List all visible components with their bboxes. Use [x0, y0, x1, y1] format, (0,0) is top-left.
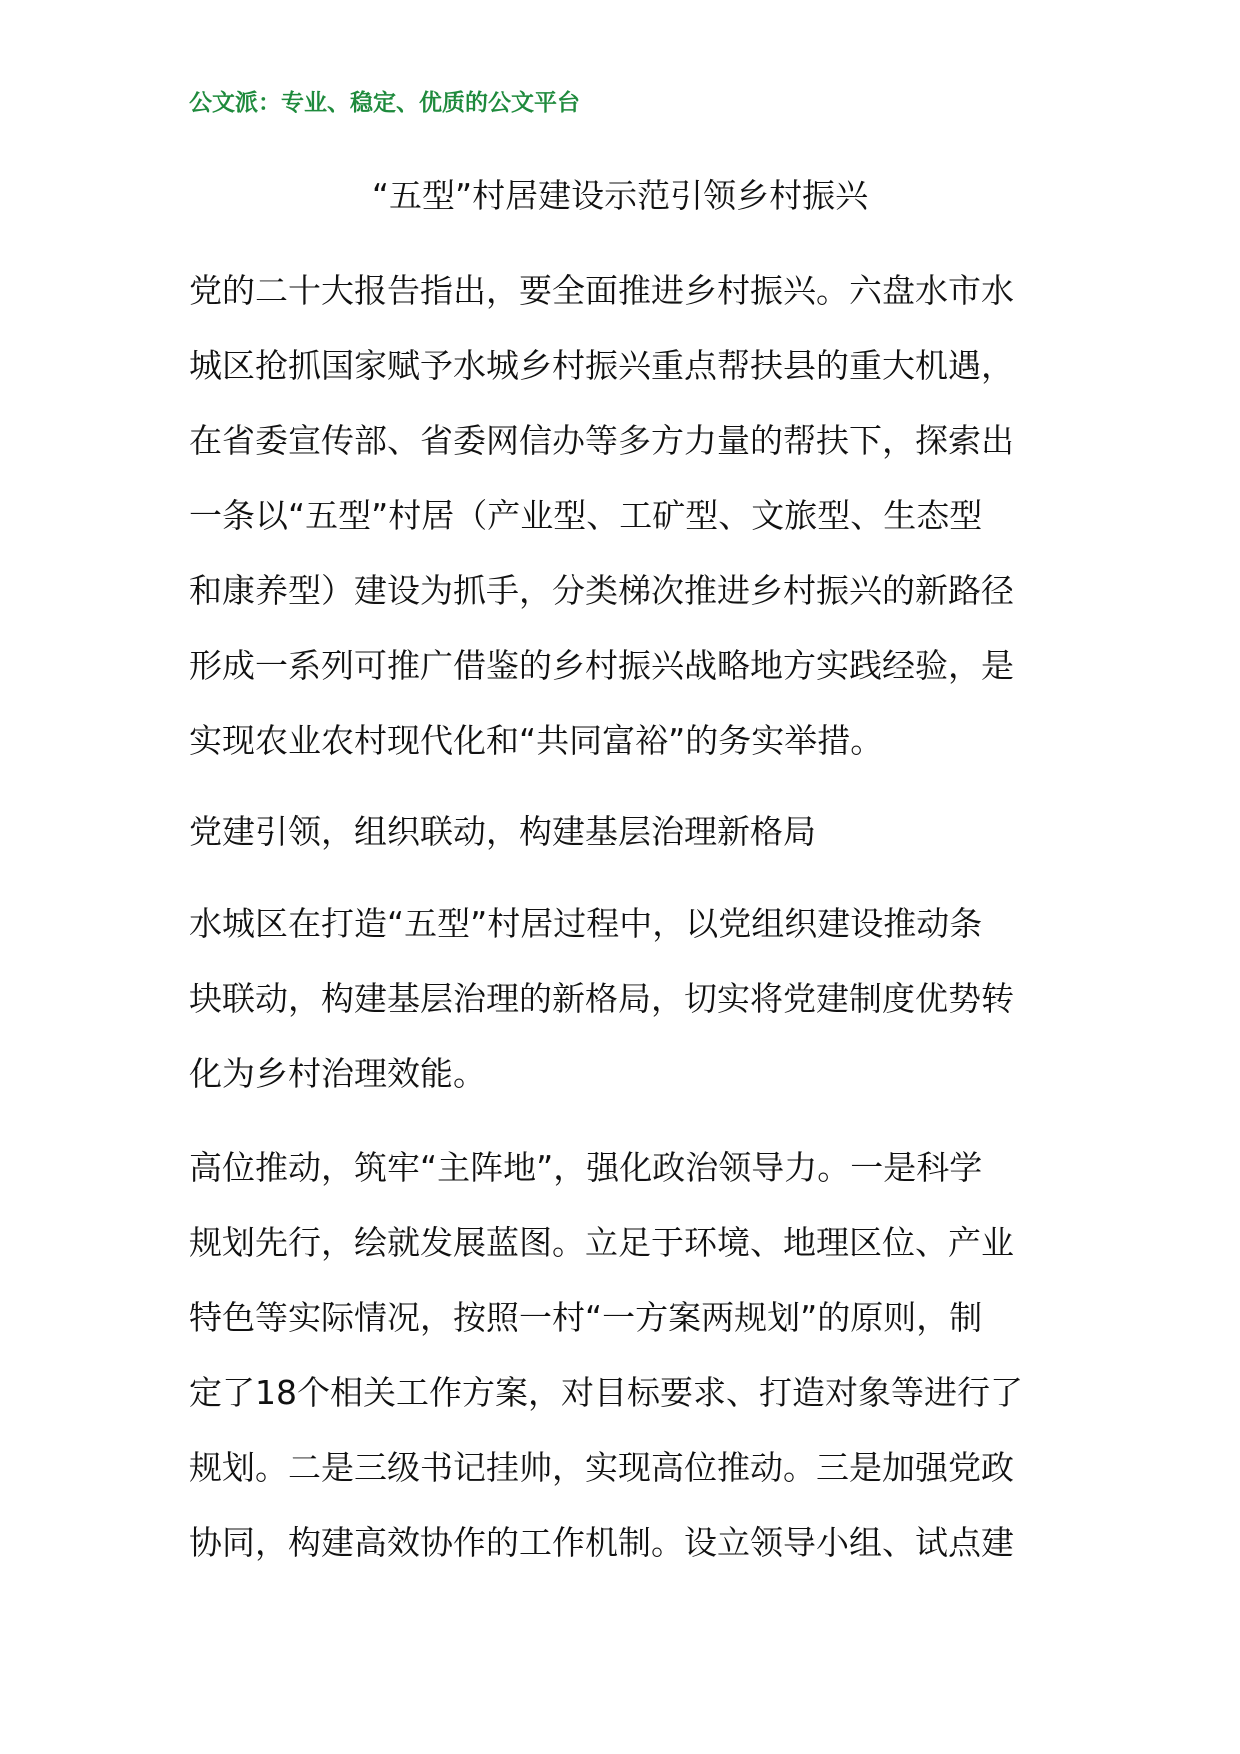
paragraph-line: 规划。二是三级书记挂帅，实现高位推动。三是加强党政	[189, 1448, 1014, 1487]
paragraph-section-intro	[189, 886, 1065, 1111]
site-header: 公文派：专业、稳定、优质的公文平台	[189, 90, 580, 116]
document-title: “五型”村居建设示范引领乡村振兴	[371, 176, 869, 215]
paragraph-line: 定了18个相关工作方案，对目标要求、打造对象等进行了	[189, 1373, 1023, 1412]
paragraph-line: 化为乡村治理效能。	[189, 1054, 486, 1093]
section-heading	[189, 794, 1065, 869]
paragraph-line: 一条以“五型”村居（产业型、工矿型、文旅型、生态型	[189, 496, 983, 535]
paragraph-line: 块联动，构建基层治理的新格局，切实将党建制度优势转	[189, 979, 1014, 1018]
paragraph-line: 特色等实际情况，按照一村“一方案两规划”的原则，制	[189, 1298, 983, 1337]
paragraph-line: 党的二十大报告指出，要全面推进乡村振兴。六盘水市水	[189, 271, 1014, 310]
paragraph-line: 在省委宣传部、省委网信办等多方力量的帮扶下，探索出	[189, 421, 1014, 460]
paragraph-line: 规划先行，绘就发展蓝图。立足于环境、地理区位、产业	[189, 1223, 1014, 1262]
paragraph-details	[189, 1130, 1065, 1580]
paragraph-line: 高位推动，筑牢“主阵地”，强化政治领导力。一是科学	[189, 1148, 983, 1187]
paragraph-line: 实现农业农村现代化和“共同富裕”的务实举措。	[189, 721, 884, 760]
paragraph-line: 水城区在打造“五型”村居过程中，以党组织建设推动条	[189, 904, 983, 943]
paragraph-intro	[189, 253, 1065, 778]
paragraph-line: 和康养型）建设为抓手，分类梯次推进乡村振兴的新路径	[189, 571, 1014, 610]
paragraph-line: 城区抢抓国家赋予水城乡村振兴重点帮扶县的重大机遇，	[189, 346, 1014, 385]
paragraph-line: 形成一系列可推广借鉴的乡村振兴战略地方实践经验，是	[189, 646, 1014, 685]
paragraph-line: 协同，构建高效协作的工作机制。设立领导小组、试点建	[189, 1523, 1014, 1562]
section-heading-text: 党建引领，组织联动，构建基层治理新格局	[189, 812, 816, 851]
